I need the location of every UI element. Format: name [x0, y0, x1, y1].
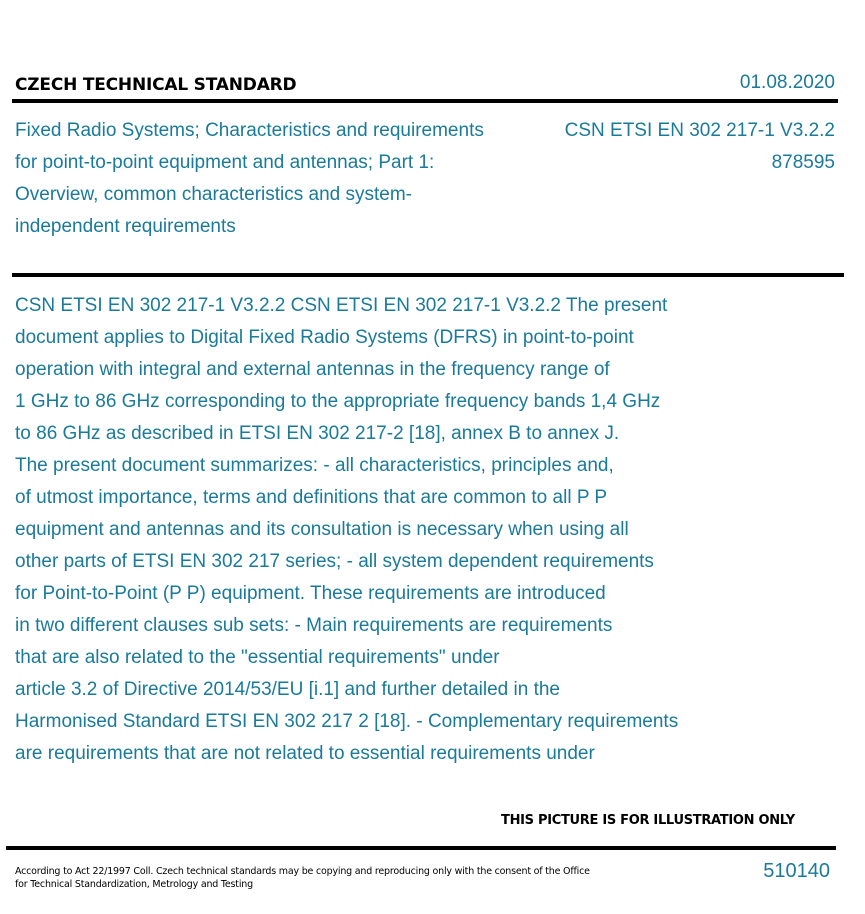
legal-footer-note: According to Act 22/1997 Coll. Czech technical standards may be copying and reproducing only with the consent of the Office for Technical Standardization, Metrology and Testing — [15, 866, 590, 890]
abstract-text: CSN ETSI EN 302 217-1 V3.2.2 CSN ETSI EN 302 217-1 V3.2.2 The present document applies to Digital Fixed Radio Systems (DFRS) in point-to-point operation with integral and external antennas in the frequency range of 1 GHz to 86 GHz corresponding to the appropriate frequency bands 1,4 GHz to 86 GHz as described in ETSI EN 302 217-2 [18], annex B to annex J. The present document summarizes: - all characteristics, principles and, of utmost importance, terms and definitions that are common to all P P equipment and antennas and its consultation is necessary when using all other parts of ETSI EN 302 217 series; - all system dependent requirements for Point-to-Point (P P) equipment. These requirements are introduced in two different clauses sub sets: - Main requirements are requirements that are also related to the "essential requirements" under article 3.2 of Directive 2014/53/EU [i.1] and further detailed in the Harmonised Standard ETSI EN 302 217 2 [18]. - Complementary requirements are requirements that are not related to essential requirements under — [15, 295, 679, 764]
title-divider — [12, 273, 844, 277]
header-divider — [12, 99, 838, 103]
standard-number: CSN ETSI EN 302 217-1 V3.2.2 — [564, 120, 835, 141]
footer-code: 510140 — [763, 860, 830, 882]
publication-date: 01.08.2020 — [739, 72, 835, 93]
standard-type-heading: CZECH TECHNICAL STANDARD — [15, 75, 297, 95]
document-title: Fixed Radio Systems; Characteristics and requirements for point-to-point equipment and antennas; Part 1: Overview, common characteristics and system-independent requirements — [15, 120, 484, 237]
catalog-number: 878595 — [771, 152, 835, 173]
footer-divider — [6, 846, 836, 850]
illustration-disclaimer: THIS PICTURE IS FOR ILLUSTRATION ONLY — [501, 813, 795, 828]
